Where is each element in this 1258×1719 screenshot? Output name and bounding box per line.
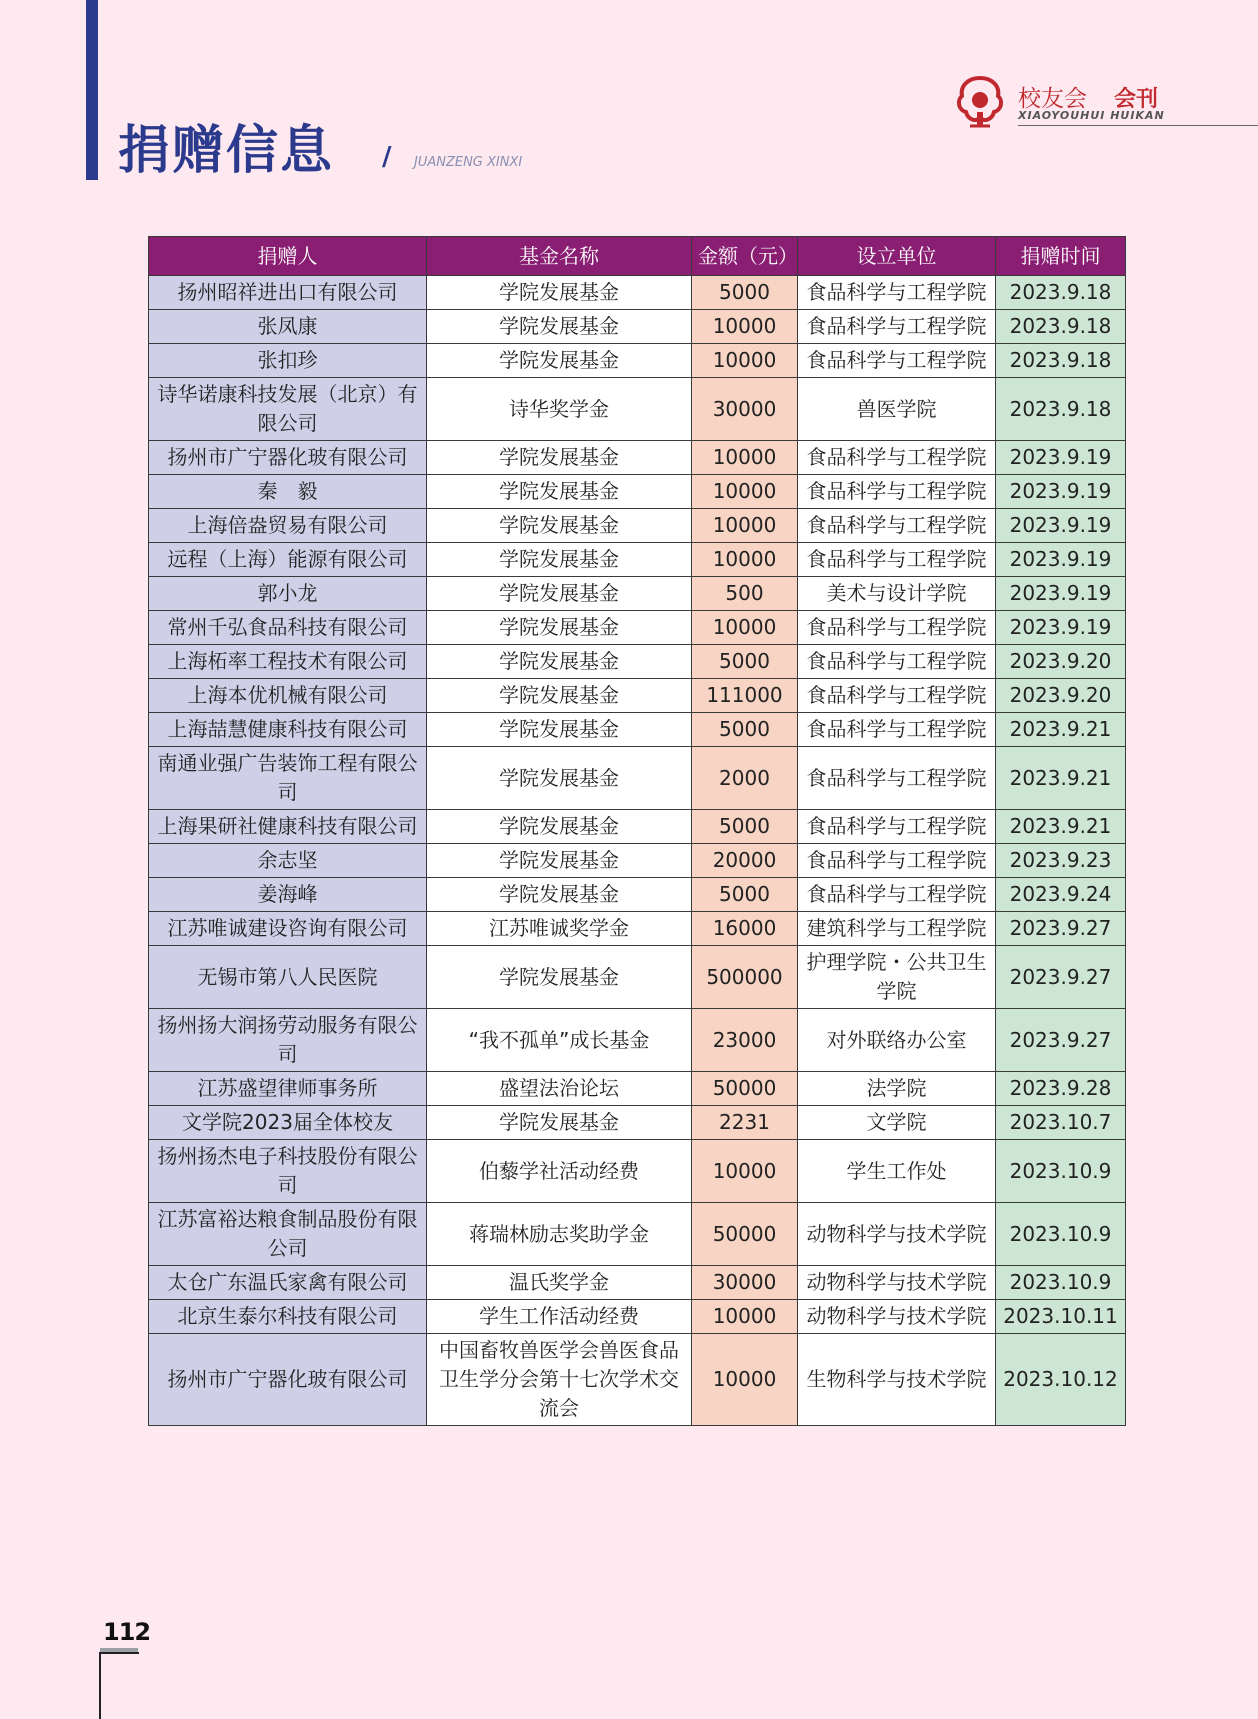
- table-row: [149, 441, 1126, 475]
- fund-cell: 学院发展基金: [427, 441, 692, 475]
- date-cell: 2023.9.19: [996, 475, 1126, 509]
- unit-cell: 食品科学与工程学院: [798, 310, 996, 344]
- unit-cell: 生物科学与技术学院: [798, 1334, 996, 1426]
- donor-cell: 江苏富裕达粮食制品股份有限公司: [149, 1203, 427, 1266]
- fund-cell: 学院发展基金: [427, 276, 692, 310]
- fund-cell: 学院发展基金: [427, 878, 692, 912]
- fund-cell: 伯藜学社活动经费: [427, 1140, 692, 1203]
- amount-cell: 10000: [692, 1300, 798, 1334]
- fund-cell: 盛望法治论坛: [427, 1072, 692, 1106]
- fund-cell: 温氏奖学金: [427, 1266, 692, 1300]
- table-row: [149, 509, 1126, 543]
- table-row: [149, 1300, 1126, 1334]
- unit-cell: 动物科学与技术学院: [798, 1203, 996, 1266]
- donor-cell: 姜海峰: [149, 878, 427, 912]
- amount-cell: 10000: [692, 1334, 798, 1426]
- unit-cell: 动物科学与技术学院: [798, 1266, 996, 1300]
- logo-kan: 会刊: [1114, 87, 1159, 112]
- fund-cell: 学院发展基金: [427, 509, 692, 543]
- donor-cell: 张凤康: [149, 310, 427, 344]
- donor-cell: 太仓广东温氏家禽有限公司: [149, 1266, 427, 1300]
- header-amount: 金额（元）: [692, 237, 798, 276]
- donor-cell: 上海倍盎贸易有限公司: [149, 509, 427, 543]
- unit-cell: 食品科学与工程学院: [798, 645, 996, 679]
- donor-cell: 上海果研社健康科技有限公司: [149, 810, 427, 844]
- donor-cell: 余志坚: [149, 844, 427, 878]
- amount-cell: 30000: [692, 378, 798, 441]
- amount-cell: 5000: [692, 878, 798, 912]
- amount-cell: 500: [692, 577, 798, 611]
- date-cell: 2023.9.27: [996, 946, 1126, 1009]
- date-cell: 2023.9.18: [996, 344, 1126, 378]
- unit-cell: 动物科学与技术学院: [798, 1300, 996, 1334]
- amount-cell: 2231: [692, 1106, 798, 1140]
- donor-cell: 远程（上海）能源有限公司: [149, 543, 427, 577]
- table-row: [149, 1203, 1126, 1266]
- table-row: [149, 1334, 1126, 1426]
- unit-cell: 食品科学与工程学院: [798, 276, 996, 310]
- amount-cell: 10000: [692, 1140, 798, 1203]
- unit-cell: 食品科学与工程学院: [798, 441, 996, 475]
- unit-cell: 食品科学与工程学院: [798, 509, 996, 543]
- table-row: [149, 611, 1126, 645]
- page-corner-hline: [99, 1652, 139, 1654]
- amount-cell: 10000: [692, 310, 798, 344]
- unit-cell: 美术与设计学院: [798, 577, 996, 611]
- unit-cell: 建筑科学与工程学院: [798, 912, 996, 946]
- table-row: [149, 810, 1126, 844]
- donor-cell: 诗华诺康科技发展（北京）有限公司: [149, 378, 427, 441]
- fund-cell: 学院发展基金: [427, 946, 692, 1009]
- table-row: [149, 344, 1126, 378]
- unit-cell: 食品科学与工程学院: [798, 543, 996, 577]
- table-row: [149, 844, 1126, 878]
- fund-cell: “我不孤单”成长基金: [427, 1009, 692, 1072]
- fund-cell: 学院发展基金: [427, 475, 692, 509]
- date-cell: 2023.9.19: [996, 441, 1126, 475]
- date-cell: 2023.10.11: [996, 1300, 1126, 1334]
- date-cell: 2023.9.21: [996, 810, 1126, 844]
- date-cell: 2023.9.19: [996, 543, 1126, 577]
- donor-cell: 扬州扬大润扬劳动服务有限公司: [149, 1009, 427, 1072]
- date-cell: 2023.10.9: [996, 1203, 1126, 1266]
- donor-cell: 江苏唯诚建设咨询有限公司: [149, 912, 427, 946]
- donor-cell: 上海本优机械有限公司: [149, 679, 427, 713]
- amount-cell: 5000: [692, 810, 798, 844]
- table-row: [149, 645, 1126, 679]
- unit-cell: 食品科学与工程学院: [798, 810, 996, 844]
- section-pinyin: JUANZENG XINXI: [414, 155, 523, 170]
- fund-cell: 学院发展基金: [427, 713, 692, 747]
- unit-cell: 食品科学与工程学院: [798, 878, 996, 912]
- page-number: 112: [103, 1618, 151, 1646]
- left-accent-bar: [86, 0, 98, 180]
- section-title: 捐赠信息: [118, 121, 335, 181]
- amount-cell: 16000: [692, 912, 798, 946]
- date-cell: 2023.9.19: [996, 577, 1126, 611]
- donor-cell: 文学院2023届全体校友: [149, 1106, 427, 1140]
- donor-cell: 上海柘率工程技术有限公司: [149, 645, 427, 679]
- unit-cell: 兽医学院: [798, 378, 996, 441]
- date-cell: 2023.9.20: [996, 645, 1126, 679]
- table-row: [149, 747, 1126, 810]
- fund-cell: 学院发展基金: [427, 577, 692, 611]
- amount-cell: 10000: [692, 611, 798, 645]
- table-row: [149, 1009, 1126, 1072]
- header-fund: 基金名称: [427, 237, 692, 276]
- amount-cell: 10000: [692, 344, 798, 378]
- donor-cell: 北京生泰尔科技有限公司: [149, 1300, 427, 1334]
- fund-cell: 学院发展基金: [427, 611, 692, 645]
- logo-rule: [1018, 125, 1258, 126]
- table-row: [149, 1140, 1126, 1203]
- donor-cell: 常州千弘食品科技有限公司: [149, 611, 427, 645]
- table-row: [149, 1072, 1126, 1106]
- table-header-row: [149, 237, 1126, 276]
- table-row: [149, 1106, 1126, 1140]
- fund-cell: 蒋瑞林励志奖助学金: [427, 1203, 692, 1266]
- unit-cell: 对外联络办公室: [798, 1009, 996, 1072]
- date-cell: 2023.9.27: [996, 912, 1126, 946]
- logo-title: 校友会: [1018, 86, 1087, 112]
- amount-cell: 5000: [692, 276, 798, 310]
- header-unit: 设立单位: [798, 237, 996, 276]
- amount-cell: 5000: [692, 713, 798, 747]
- unit-cell: 文学院: [798, 1106, 996, 1140]
- table-row: [149, 1266, 1126, 1300]
- date-cell: 2023.9.18: [996, 276, 1126, 310]
- page-corner-vline: [99, 1654, 101, 1719]
- donor-cell: 扬州市广宁器化玻有限公司: [149, 1334, 427, 1426]
- date-cell: 2023.10.7: [996, 1106, 1126, 1140]
- donor-cell: 无锡市第八人民医院: [149, 946, 427, 1009]
- amount-cell: 50000: [692, 1203, 798, 1266]
- fund-cell: 学院发展基金: [427, 645, 692, 679]
- fund-cell: 江苏唯诚奖学金: [427, 912, 692, 946]
- donor-cell: 江苏盛望律师事务所: [149, 1072, 427, 1106]
- table-row: [149, 878, 1126, 912]
- table-row: [149, 577, 1126, 611]
- fund-cell: 学院发展基金: [427, 1106, 692, 1140]
- donation-table: [148, 236, 1126, 1426]
- unit-cell: 法学院: [798, 1072, 996, 1106]
- donor-cell: 秦 毅: [149, 475, 427, 509]
- amount-cell: 10000: [692, 543, 798, 577]
- amount-cell: 5000: [692, 645, 798, 679]
- fund-cell: 学院发展基金: [427, 844, 692, 878]
- date-cell: 2023.9.21: [996, 713, 1126, 747]
- unit-cell: 食品科学与工程学院: [798, 475, 996, 509]
- donor-cell: 扬州市广宁器化玻有限公司: [149, 441, 427, 475]
- table-body: [149, 276, 1126, 1426]
- table-row: [149, 679, 1126, 713]
- fund-cell: 学院发展基金: [427, 310, 692, 344]
- donor-cell: 南通业强广告装饰工程有限公司: [149, 747, 427, 810]
- donor-cell: 上海喆慧健康科技有限公司: [149, 713, 427, 747]
- fund-cell: 中国畜牧兽医学会兽医食品卫生学分会第十七次学术交流会: [427, 1334, 692, 1426]
- unit-cell: 护理学院・公共卫生学院: [798, 946, 996, 1009]
- amount-cell: 50000: [692, 1072, 798, 1106]
- table-row: [149, 310, 1126, 344]
- date-cell: 2023.9.23: [996, 844, 1126, 878]
- date-cell: 2023.9.18: [996, 310, 1126, 344]
- amount-cell: 500000: [692, 946, 798, 1009]
- unit-cell: 学生工作处: [798, 1140, 996, 1203]
- donor-cell: 扬州扬杰电子科技股份有限公司: [149, 1140, 427, 1203]
- date-cell: 2023.9.19: [996, 509, 1126, 543]
- title-slash: /: [382, 142, 392, 172]
- date-cell: 2023.9.19: [996, 611, 1126, 645]
- unit-cell: 食品科学与工程学院: [798, 747, 996, 810]
- fund-cell: 学院发展基金: [427, 679, 692, 713]
- date-cell: 2023.9.18: [996, 378, 1126, 441]
- fund-cell: 学院发展基金: [427, 344, 692, 378]
- table-row: [149, 276, 1126, 310]
- amount-cell: 10000: [692, 475, 798, 509]
- table-row: [149, 713, 1126, 747]
- amount-cell: 10000: [692, 441, 798, 475]
- date-cell: 2023.10.9: [996, 1266, 1126, 1300]
- donor-cell: 张扣珍: [149, 344, 427, 378]
- unit-cell: 食品科学与工程学院: [798, 611, 996, 645]
- amount-cell: 23000: [692, 1009, 798, 1072]
- date-cell: 2023.10.9: [996, 1140, 1126, 1203]
- amount-cell: 111000: [692, 679, 798, 713]
- date-cell: 2023.9.24: [996, 878, 1126, 912]
- fund-cell: 学生工作活动经费: [427, 1300, 692, 1334]
- donor-cell: 扬州昭祥进出口有限公司: [149, 276, 427, 310]
- unit-cell: 食品科学与工程学院: [798, 344, 996, 378]
- date-cell: 2023.9.28: [996, 1072, 1126, 1106]
- fund-cell: 学院发展基金: [427, 810, 692, 844]
- amount-cell: 20000: [692, 844, 798, 878]
- unit-cell: 食品科学与工程学院: [798, 713, 996, 747]
- table-row: [149, 475, 1126, 509]
- unit-cell: 食品科学与工程学院: [798, 844, 996, 878]
- table-row: [149, 378, 1126, 441]
- donor-cell: 郭小龙: [149, 577, 427, 611]
- fund-cell: 学院发展基金: [427, 543, 692, 577]
- amount-cell: 10000: [692, 509, 798, 543]
- header-donor: 捐赠人: [149, 237, 427, 276]
- date-cell: 2023.10.12: [996, 1334, 1126, 1426]
- fund-cell: 学院发展基金: [427, 747, 692, 810]
- date-cell: 2023.9.27: [996, 1009, 1126, 1072]
- amount-cell: 30000: [692, 1266, 798, 1300]
- unit-cell: 食品科学与工程学院: [798, 679, 996, 713]
- date-cell: 2023.9.21: [996, 747, 1126, 810]
- logo-pinyin: XIAOYOUHUI HUIKAN: [1018, 109, 1165, 122]
- date-cell: 2023.9.20: [996, 679, 1126, 713]
- table-row: [149, 946, 1126, 1009]
- table-row: [149, 912, 1126, 946]
- amount-cell: 2000: [692, 747, 798, 810]
- fund-cell: 诗华奖学金: [427, 378, 692, 441]
- header-date: 捐赠时间: [996, 237, 1126, 276]
- alumni-logo-icon: [954, 74, 1006, 128]
- table-row: [149, 543, 1126, 577]
